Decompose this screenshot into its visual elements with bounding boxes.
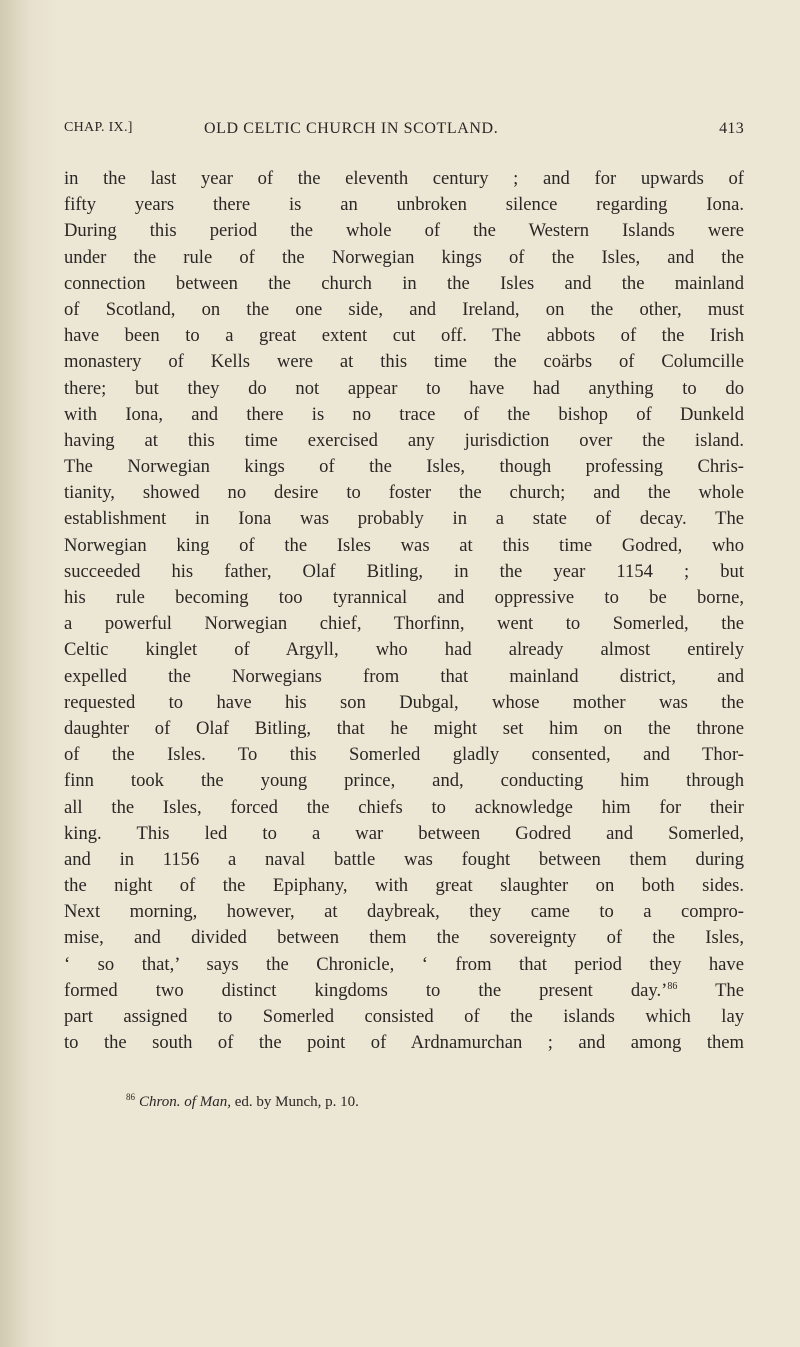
text-line: in the last year of the eleventh century ; and for upwards of	[64, 168, 744, 189]
text-line: establishment in Iona was probably in a state of decay. The	[64, 508, 744, 530]
footnote-reference: 86	[667, 980, 678, 992]
text-line: have been to a great extent cut off. The abbots of the Irish	[64, 325, 744, 347]
text-line: fifty years there is an unbroken silence regarding Iona.	[64, 194, 744, 216]
text-segment: formed two distinct kingdoms to the present day.’	[64, 979, 668, 1001]
text-line: Celtic kinglet of Argyll, who had already almost entirely	[64, 639, 744, 661]
text-line: succeeded his father, Olaf Bitling, in the year 1154 ; but	[64, 560, 744, 582]
text-line: with Iona, and there is no trace of the bishop of Dunkeld	[64, 403, 744, 425]
footnote-marker: 86	[126, 1092, 135, 1102]
page-number: 413	[719, 120, 744, 137]
text-segment: The	[715, 979, 744, 1001]
text-line: of the Isles. To this Somerled gladly consented, and Thor-	[64, 744, 744, 766]
text-line: having at this time exercised any jurisdiction over the island.	[64, 429, 744, 451]
text-line: Norwegian king of the Isles was at this time Godred, who	[64, 534, 744, 556]
text-line: and in 1156 a naval battle was fought between them during	[64, 848, 744, 870]
text-line: under the rule of the Norwegian kings of the Isles, and the	[64, 246, 744, 268]
running-header	[64, 120, 744, 142]
text-line: mise, and divided between them the sovereignty of the Isles,	[64, 927, 744, 949]
text-line: tianity, showed no desire to foster the church; and the whole	[64, 482, 744, 504]
text-line-with-footnote-ref	[64, 978, 744, 1004]
text-line: of Scotland, on the one side, and Ireland, on the other, must	[64, 298, 744, 320]
text-line: his rule becoming too tyrannical and oppressive to be borne,	[64, 587, 744, 608]
text-line: Next morning, however, at daybreak, they came to a compro-	[64, 901, 744, 923]
text-line: connection between the church in the Isles and the mainland	[64, 272, 744, 294]
text-line: a powerful Norwegian chief, Thorfinn, went to Somerled, the	[64, 613, 744, 635]
footnote-text: ed. by Munch, p. 10.	[234, 1094, 359, 1110]
text-line: part assigned to Somerled consisted of the islands which lay	[64, 1006, 744, 1027]
text-line: to the south of the point of Ardnamurchan ; and among them	[64, 1032, 744, 1054]
footnote	[126, 1092, 359, 1111]
running-title: OLD CELTIC CHURCH IN SCOTLAND.	[204, 120, 499, 137]
text-line: The Norwegian kings of the Isles, though professing Chris-	[64, 456, 744, 478]
text-line: daughter of Olaf Bitling, that he might set him on the throne	[64, 717, 744, 739]
text-line: During this period the whole of the Western Islands were	[64, 220, 744, 242]
text-line: ‘ so that,’ says the Chronicle, ‘ from that period they have	[64, 953, 744, 975]
text-line: monastery of Kells were at this time the coärbs of Columcille	[64, 351, 744, 373]
chapter-label: CHAP. IX.]	[64, 120, 133, 135]
footnote-title: Chron. of Man,	[139, 1094, 231, 1110]
body-text	[64, 166, 744, 1056]
text-line: finn took the young prince, and, conducting him through	[64, 770, 744, 792]
text-line: there; but they do not appear to have had anything to do	[64, 377, 744, 399]
text-line: all the Isles, forced the chiefs to acknowledge him for their	[64, 796, 744, 818]
text-line: expelled the Norwegians from that mainland district, and	[64, 665, 744, 687]
text-line: the night of the Epiphany, with great slaughter on both sides.	[64, 875, 744, 897]
text-line: king. This led to a war between Godred and Somerled,	[64, 822, 744, 844]
text-line: requested to have his son Dubgal, whose mother was the	[64, 691, 744, 713]
